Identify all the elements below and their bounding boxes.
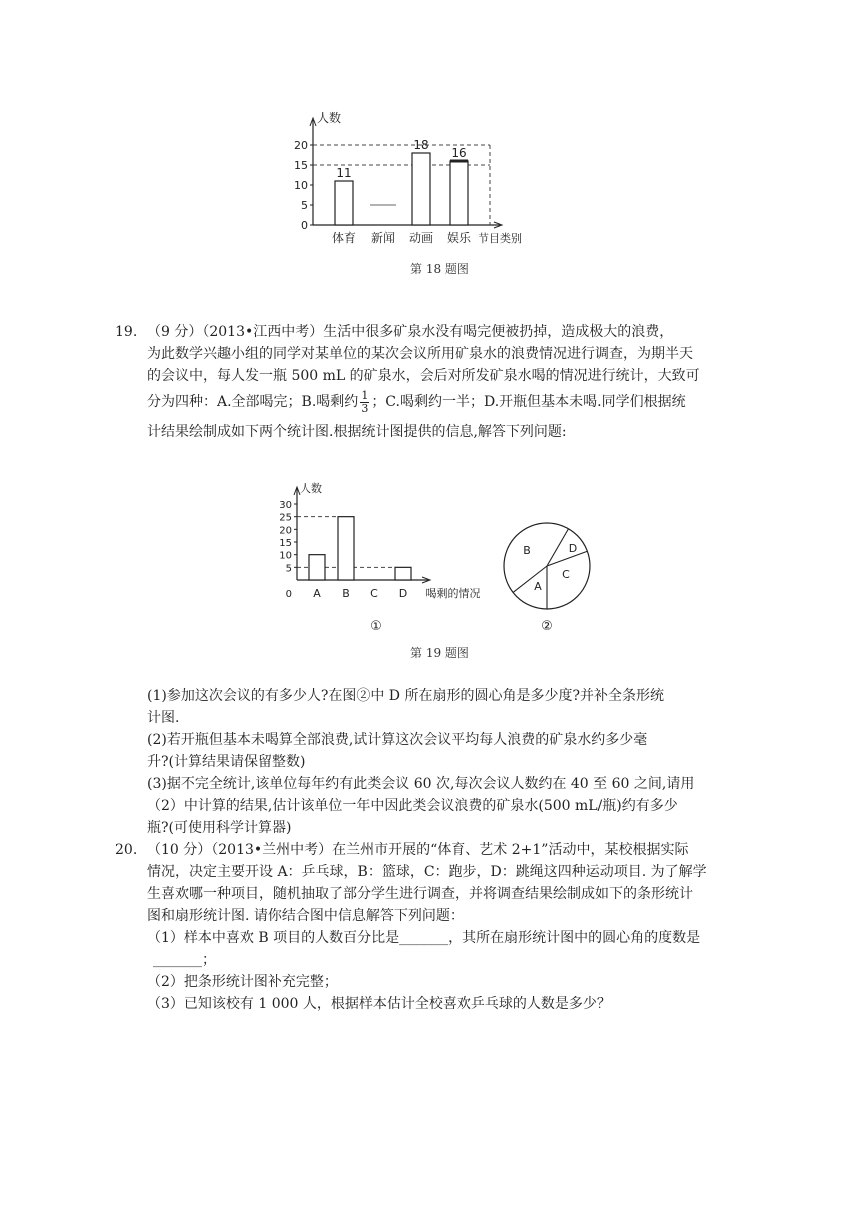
- q19-sub-1a: (1)参加这次会议的有多少人?在图②中 D 所在扇形的圆心角是多少度?并补全条形统: [147, 688, 664, 704]
- q19-sub-2b: 升?(计算结果请保留整数): [147, 754, 306, 770]
- q19-text: [147, 321, 737, 443]
- bar-体育: [335, 181, 353, 225]
- bar-D: [395, 567, 411, 580]
- q19-sub-2a: (2)若开瓶但基本未喝算全部浪费,试计算这次会议平均每人浪费的矿泉水约多少毫: [147, 732, 648, 748]
- q19-line-4: [147, 387, 737, 417]
- q19-sub-1b: 计图.: [147, 710, 180, 726]
- q19-subquestions: [147, 685, 737, 839]
- data-label: 11: [336, 166, 352, 180]
- y-tick-label: 5: [301, 199, 308, 212]
- fig18-caption: 第 18 题图: [410, 262, 469, 276]
- figure-label-2: ②: [541, 619, 553, 634]
- y-tick-label: 10: [294, 179, 308, 192]
- x-tick-label: D: [398, 587, 408, 600]
- q20-line-4: 图和扇形统计图. 请你结合图中信息解答下列问题：: [147, 908, 464, 924]
- bar-B: [338, 517, 354, 580]
- x-tick-label: 娱乐: [446, 231, 472, 245]
- q20-line-3: 生喜欢哪一种项目，随机抽取了部分学生进行调查，并将调查结果绘制成如下的条形统计: [147, 886, 693, 902]
- q19-line-4-post: ；C.喝剩约一半；D.开瓶但基本未喝.同学们根据统: [371, 394, 686, 410]
- y-tick-label: 5: [285, 563, 292, 575]
- q19-sub-3a: (3)据不完全统计,该单位每年约有此类会议 60 次,每次会议人数约在 40 至 60 之间,请用: [147, 776, 695, 792]
- fraction-one-third: $\frac{1}{3}$: [361, 388, 369, 415]
- bar-娱乐: [450, 161, 468, 225]
- q19-line-5: 计结果绘制成如下两个统计图.根据统计图提供的信息,解答下列问题:: [147, 424, 567, 440]
- x-tick-label: B: [342, 587, 350, 600]
- bar-A: [309, 555, 325, 580]
- q20-text: [147, 839, 737, 1015]
- y-tick-label: 25: [279, 512, 292, 524]
- q20-line-5: （1）样本中喜欢 B 项目的人数百分比是_______，其所在扇形统计图中的圆心角的度数是: [147, 930, 701, 946]
- pie-label-D: D: [568, 542, 578, 555]
- y-axis-label: 人数: [300, 482, 322, 495]
- figure-label-1: ①: [370, 619, 382, 634]
- q20-line-1: （10 分）（2013•兰州中考）在兰州市开展的“体育、艺术 2+1”活动中，某校根据实际: [147, 842, 689, 858]
- x-tick-label: 体育: [331, 231, 357, 245]
- q19-sub-3c: 瓶?(可使用科学计算器): [147, 820, 292, 836]
- x-axis-label: 喝剩的情况: [425, 587, 481, 600]
- pie-label-A: A: [534, 580, 542, 593]
- q20-number: 20.: [115, 842, 138, 858]
- data-label: 18: [413, 138, 429, 152]
- x-tick-label: 动画: [408, 231, 434, 245]
- y-tick-label: 20: [279, 525, 292, 537]
- pie-label-B: B: [523, 544, 531, 557]
- q20-line-7: （2）把条形统计图补充完整；: [147, 974, 338, 990]
- fig19-caption: 第 19 题图: [410, 646, 469, 660]
- q20-line-2: 情况，决定主要开设 A：乒乓球，B：篮球，C：跑步，D：跳绳这四种运动项目. 为了解学: [147, 864, 707, 880]
- q19-line-3: 的会议中，每人发一瓶 500 mL 的矿泉水，会后对所发矿泉水喝的情况进行统计，大致可: [147, 368, 700, 384]
- q20-line-6: _______；: [153, 952, 216, 968]
- y-tick-label: 30: [279, 500, 292, 511]
- y-tick-label: 0: [285, 589, 292, 600]
- y-axis-label: 人数: [317, 111, 342, 125]
- q19-line-2: 为此数学兴趣小组的同学对某单位的某次会议所用矿泉水的浪费情况进行调查，为期半天: [147, 346, 693, 362]
- q19-line-1: （9 分）（2013•江西中考）生活中很多矿泉水没有喝完便被扔掉，造成极大的浪费，: [147, 324, 674, 340]
- y-tick-label: 10: [279, 550, 292, 562]
- y-tick-label: 15: [294, 159, 308, 172]
- bar-动画: [412, 153, 430, 225]
- x-tick-label: A: [313, 587, 321, 600]
- data-label: 16: [451, 146, 467, 160]
- pie-label-C: C: [562, 568, 570, 581]
- q19-line-4-pre: 分为四种：A.全部喝完；B.喝剩约: [147, 394, 359, 410]
- q19-number: 19.: [115, 324, 138, 340]
- y-tick-label: 0: [301, 219, 308, 232]
- x-axis-label: 节目类别: [478, 232, 522, 245]
- fig19-charts: [0, 470, 860, 670]
- q19-sub-3b: （2）中计算的结果,估计该单位一年中因此类会议浪费的矿泉水(500 mL/瓶)约有多少: [147, 798, 678, 814]
- y-tick-label: 15: [279, 538, 292, 549]
- x-tick-label: 新闻: [370, 231, 396, 245]
- fig18-bar-chart: [0, 0, 860, 260]
- q20-line-8: （3）已知该校有 1 000 人，根据样本估计全校喜欢乒乓球的人数是多少？: [147, 996, 611, 1012]
- x-tick-label: C: [370, 587, 378, 600]
- y-tick-label: 20: [294, 139, 308, 152]
